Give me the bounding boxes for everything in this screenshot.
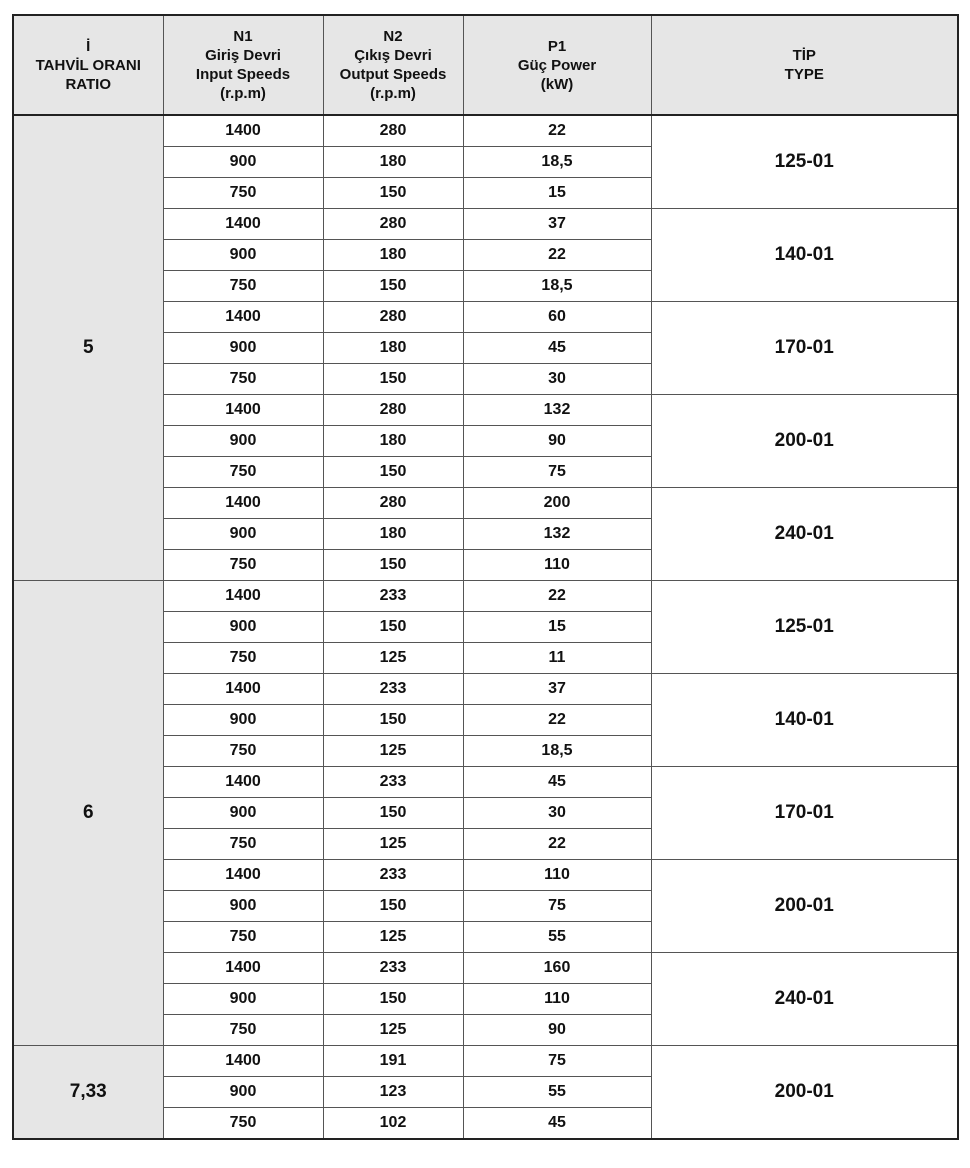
input-speed-cell: 1400: [163, 581, 323, 612]
output-speed-cell: 150: [323, 364, 463, 395]
output-speed-cell: 180: [323, 333, 463, 364]
power-cell: 15: [463, 612, 651, 643]
output-speed-cell: 233: [323, 953, 463, 984]
power-cell: 45: [463, 1108, 651, 1140]
power-cell: 22: [463, 115, 651, 147]
input-speed-cell: 1400: [163, 488, 323, 519]
header-ratio-symbol: İ: [86, 37, 91, 55]
input-speed-cell: 750: [163, 1108, 323, 1140]
input-speed-cell: 900: [163, 240, 323, 271]
header-n1-tr: Giriş Devri: [205, 47, 281, 64]
output-speed-cell: 233: [323, 860, 463, 891]
header-n1-unit: (r.p.m): [220, 85, 266, 102]
input-speed-cell: 1400: [163, 953, 323, 984]
type-cell: 125-01: [651, 115, 958, 209]
input-speed-cell: 900: [163, 147, 323, 178]
header-p1: [463, 15, 651, 115]
output-speed-cell: 180: [323, 147, 463, 178]
input-speed-cell: 1400: [163, 395, 323, 426]
type-cell: 200-01: [651, 1046, 958, 1140]
type-cell: 200-01: [651, 860, 958, 953]
input-speed-cell: 750: [163, 922, 323, 953]
power-cell: 132: [463, 395, 651, 426]
input-speed-cell: 900: [163, 891, 323, 922]
output-speed-cell: 280: [323, 115, 463, 147]
header-row: [13, 15, 958, 115]
input-speed-cell: 900: [163, 984, 323, 1015]
header-n1-code: N1: [233, 28, 253, 45]
input-speed-cell: 750: [163, 1015, 323, 1046]
input-speed-cell: 750: [163, 736, 323, 767]
output-speed-cell: 125: [323, 1015, 463, 1046]
input-speed-cell: 750: [163, 178, 323, 209]
output-speed-cell: 180: [323, 240, 463, 271]
power-cell: 110: [463, 860, 651, 891]
header-n2: [323, 15, 463, 115]
output-speed-cell: 125: [323, 643, 463, 674]
input-speed-cell: 750: [163, 550, 323, 581]
output-speed-cell: 191: [323, 1046, 463, 1077]
input-speed-cell: 900: [163, 426, 323, 457]
power-cell: 90: [463, 1015, 651, 1046]
header-n2-code: N2: [383, 28, 403, 45]
output-speed-cell: 102: [323, 1108, 463, 1140]
power-cell: 37: [463, 674, 651, 705]
power-cell: 22: [463, 581, 651, 612]
power-cell: 22: [463, 705, 651, 736]
input-speed-cell: 1400: [163, 767, 323, 798]
output-speed-cell: 180: [323, 426, 463, 457]
type-cell: 240-01: [651, 488, 958, 581]
type-cell: 125-01: [651, 581, 958, 674]
power-cell: 18,5: [463, 271, 651, 302]
header-n1: [163, 15, 323, 115]
output-speed-cell: 123: [323, 1077, 463, 1108]
type-cell: 170-01: [651, 302, 958, 395]
table-row: [13, 115, 958, 147]
header-p1-unit: (kW): [540, 75, 574, 93]
type-cell: 140-01: [651, 209, 958, 302]
header-type-en: TYPE: [784, 66, 824, 83]
power-cell: 60: [463, 302, 651, 333]
power-cell: 200: [463, 488, 651, 519]
type-cell: 140-01: [651, 674, 958, 767]
output-speed-cell: 233: [323, 581, 463, 612]
input-speed-cell: 900: [163, 333, 323, 364]
output-speed-cell: 233: [323, 767, 463, 798]
output-speed-cell: 280: [323, 488, 463, 519]
header-n1-en: Input Speeds: [195, 66, 291, 83]
power-cell: 55: [463, 1077, 651, 1108]
input-speed-cell: 750: [163, 364, 323, 395]
power-cell: 45: [463, 333, 651, 364]
input-speed-cell: 900: [163, 519, 323, 550]
header-ratio: [13, 15, 163, 115]
ratio-cell: 5: [13, 115, 163, 581]
type-cell: 240-01: [651, 953, 958, 1046]
power-cell: 37: [463, 209, 651, 240]
ratio-cell: 6: [13, 581, 163, 1046]
header-p1-code: P1: [547, 37, 567, 55]
input-speed-cell: 1400: [163, 860, 323, 891]
ratio-cell: 7,33: [13, 1046, 163, 1140]
input-speed-cell: 1400: [163, 302, 323, 333]
power-cell: 110: [463, 550, 651, 581]
power-cell: 22: [463, 829, 651, 860]
header-ratio-en: RATIO: [65, 75, 112, 93]
input-speed-cell: 750: [163, 829, 323, 860]
header-p1-label: Güç Power: [517, 56, 597, 74]
power-cell: 15: [463, 178, 651, 209]
spec-table: [12, 14, 959, 1140]
input-speed-cell: 750: [163, 271, 323, 302]
power-cell: 75: [463, 891, 651, 922]
type-cell: 200-01: [651, 395, 958, 488]
output-speed-cell: 280: [323, 395, 463, 426]
output-speed-cell: 280: [323, 209, 463, 240]
header-type: [651, 15, 958, 115]
input-speed-cell: 900: [163, 1077, 323, 1108]
power-cell: 11: [463, 643, 651, 674]
power-cell: 132: [463, 519, 651, 550]
power-cell: 160: [463, 953, 651, 984]
type-cell: 170-01: [651, 767, 958, 860]
header-n2-tr: Çıkış Devri: [354, 47, 432, 64]
power-cell: 45: [463, 767, 651, 798]
output-speed-cell: 150: [323, 550, 463, 581]
power-cell: 18,5: [463, 736, 651, 767]
output-speed-cell: 150: [323, 891, 463, 922]
input-speed-cell: 1400: [163, 209, 323, 240]
input-speed-cell: 1400: [163, 674, 323, 705]
output-speed-cell: 180: [323, 519, 463, 550]
power-cell: 75: [463, 1046, 651, 1077]
power-cell: 30: [463, 364, 651, 395]
input-speed-cell: 750: [163, 457, 323, 488]
output-speed-cell: 150: [323, 178, 463, 209]
power-cell: 22: [463, 240, 651, 271]
output-speed-cell: 150: [323, 612, 463, 643]
output-speed-cell: 233: [323, 674, 463, 705]
input-speed-cell: 900: [163, 612, 323, 643]
power-cell: 30: [463, 798, 651, 829]
input-speed-cell: 900: [163, 705, 323, 736]
power-cell: 75: [463, 457, 651, 488]
power-cell: 55: [463, 922, 651, 953]
table-row: [13, 1046, 958, 1077]
input-speed-cell: 900: [163, 798, 323, 829]
table-header: [13, 15, 958, 115]
output-speed-cell: 150: [323, 457, 463, 488]
output-speed-cell: 125: [323, 736, 463, 767]
header-type-tr: TİP: [792, 47, 816, 64]
power-cell: 90: [463, 426, 651, 457]
input-speed-cell: 750: [163, 643, 323, 674]
output-speed-cell: 280: [323, 302, 463, 333]
output-speed-cell: 125: [323, 829, 463, 860]
header-n2-en: Output Speeds: [339, 66, 447, 83]
output-speed-cell: 150: [323, 271, 463, 302]
output-speed-cell: 150: [323, 984, 463, 1015]
power-cell: 18,5: [463, 147, 651, 178]
table-row: [13, 581, 958, 612]
header-ratio-tr: TAHVİL ORANI: [35, 56, 141, 74]
output-speed-cell: 125: [323, 922, 463, 953]
output-speed-cell: 150: [323, 705, 463, 736]
table-body: [13, 115, 958, 1139]
input-speed-cell: 1400: [163, 1046, 323, 1077]
input-speed-cell: 1400: [163, 115, 323, 147]
output-speed-cell: 150: [323, 798, 463, 829]
header-n2-unit: (r.p.m): [370, 85, 416, 102]
power-cell: 110: [463, 984, 651, 1015]
